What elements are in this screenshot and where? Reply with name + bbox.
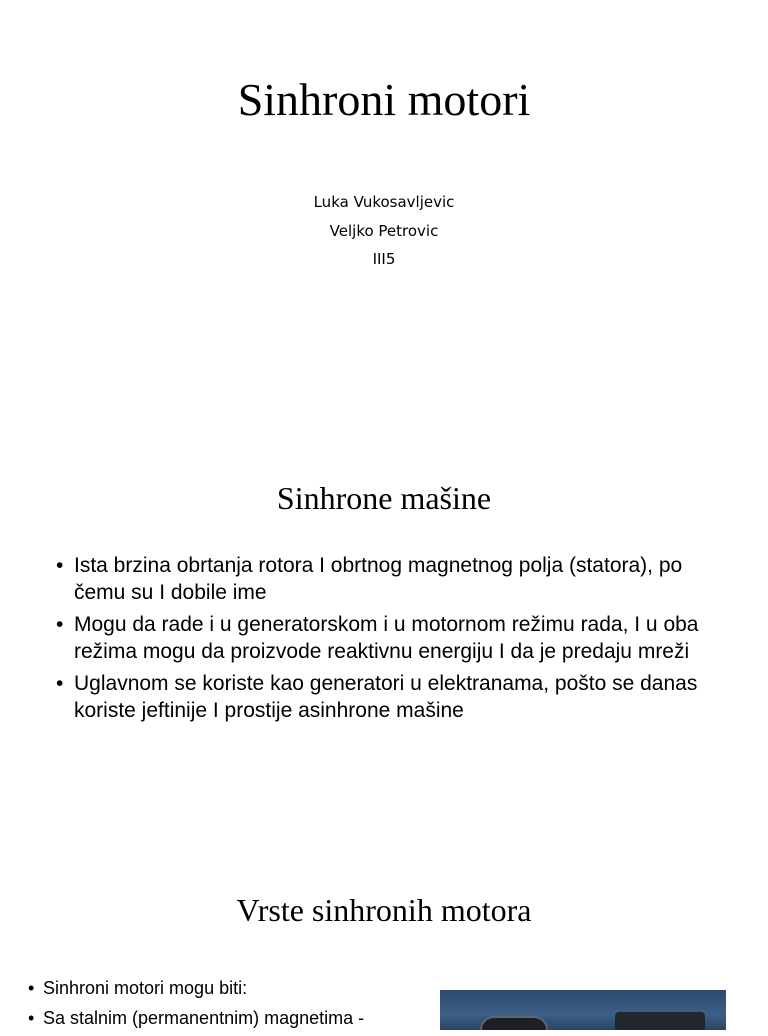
author-name: Veljko Petrovic xyxy=(329,221,439,240)
slide-title: Sinhrone mašine xyxy=(276,480,492,516)
bullet-icon: • xyxy=(56,613,64,636)
list-item xyxy=(28,976,428,1000)
bullet-text: Sa stalnim (permanentnim) magnetima - xyxy=(43,1008,365,1028)
bullet-text: Sinhroni motori mogu biti: xyxy=(43,978,248,998)
motor-photo xyxy=(440,990,726,1030)
author-name: Luka Vukosavljevic xyxy=(313,193,455,211)
title-slide xyxy=(0,0,768,420)
bullet-icon: • xyxy=(28,978,35,998)
motor-part xyxy=(480,1016,548,1030)
list-item xyxy=(56,552,728,606)
motor-part xyxy=(615,1012,705,1030)
bullet-icon: • xyxy=(56,554,64,577)
list-item xyxy=(28,1006,428,1030)
content-slide xyxy=(0,880,768,1028)
authors-block xyxy=(0,188,768,274)
bullet-icon: • xyxy=(56,672,64,695)
bullet-icon: • xyxy=(28,1008,35,1028)
bullet-list xyxy=(56,552,728,729)
bullet-text: Mogu da rade i u generatorskom i u motornom režimu rada, I u oba režima mogu da proizvode reaktivnu energiju I da je predaju mreži xyxy=(74,613,699,663)
bullet-text: Uglavnom se koriste kao generatori u elektranama, pošto se danas koriste jeftinije I prostije asinhrone mašine xyxy=(74,672,698,722)
bullet-text: Ista brzina obrtanja rotora I obrtnog magnetnog polja (statora), po čemu su I dobile ime xyxy=(74,554,683,604)
class-label: III5 xyxy=(372,250,396,268)
content-slide xyxy=(0,460,768,830)
bullet-list xyxy=(28,976,428,1036)
list-item xyxy=(56,611,728,665)
slide-title: Sinhroni motori xyxy=(237,74,531,125)
slide-title: Vrste sinhronih motora xyxy=(236,892,532,928)
list-item xyxy=(56,670,728,724)
